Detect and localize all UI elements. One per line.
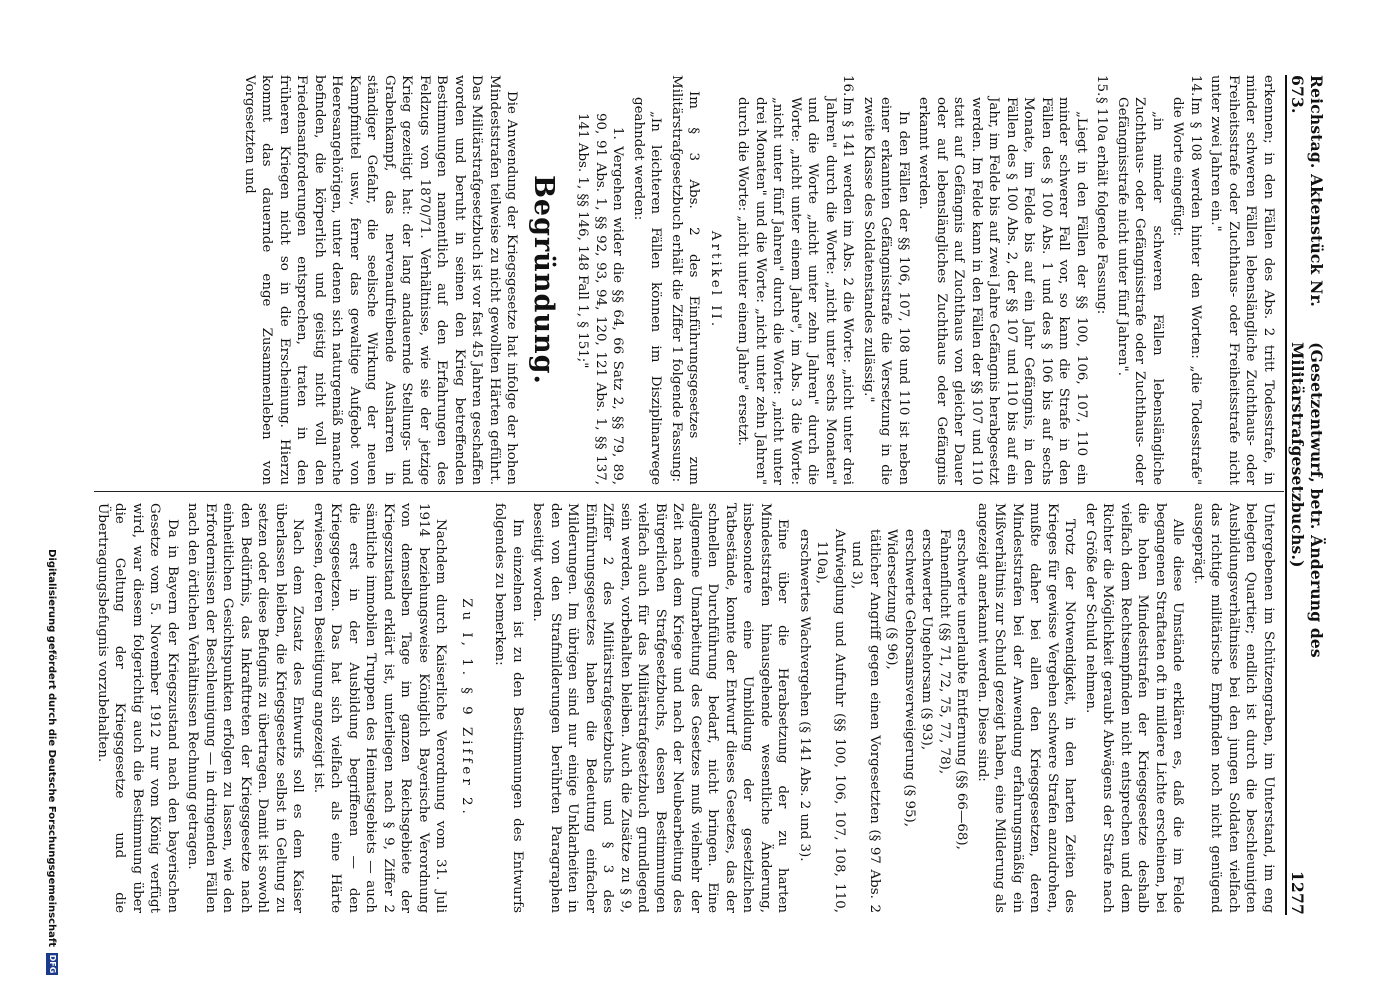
list-item: erschwerte Gehorsamsverweigerung (§ 95), <box>902 529 917 828</box>
page-number: 1277 <box>1288 871 1307 915</box>
dfg-logo-icon: DFG <box>48 954 57 974</box>
quoted-text: „Liegt in den Fällen der §§ 100, 106, 107, 110 ein minder schwerer Fall vor, so kann die Strafe in den Fällen des § 100 Abs. 1 und des § 106 bis auf sechs Monate, im Felde bis auf ein Jahr Gefängnis, in den Fällen des § 100 Abs. 2, der §§ 107 und 110 bis auf ein Jahr, im Felde bis auf zwei Jahre Gefängnis herabgesetzt werden. Im Felde kann in den Fällen der §§ 107 und 110 statt auf Gefängnis auf Zuchthaus von gleicher Dauer oder auf lebenslängliches Zuchthaus oder Gefängnis erkannt werden. <box>916 97 1089 485</box>
page-header <box>1288 75 1326 915</box>
paragraph: Eine über die Herabsetzung der zu harten Mindeststrafen hinausgehende wesentliche Änderung, insbesondere eine Umbildung der gesetzlichen Tatbestände, konnte der Entwurf dieses Gesetzes, das der schnellen Durchführung bedarf, nicht bringen. Eine allgemeine Umarbeitung des Gesetzes muß vielmehr der Zeit nach dem Kriege und nach der Neubearbeitung des Bürgerlichen Strafgesetzbuchs, dessen Bestimmungen vielfach auch für das Militärstrafgesetzbuch grundlegend sein werden, vorbehalten bleiben. Auch die Zusätze zu § 9, Ziffer 2 des Militärstrafgesetzbuchs und § 3 des Einführungsgesetzes haben die Bedeutung einfacher Milderungen. Im übrigen sind nur einige Unklarheiten in den von den Strafmilderungen berührten Paragraphen beseitigt worden. <box>530 503 791 913</box>
list-item: Widersetzung (§ 96), <box>884 529 900 670</box>
paragraph: Trotz der Notwendigkeit, in den harten Zeiten des Krieges für gewisse Vergehen schwere Strafen anzudrohen, mußte daher bei allen den Kriegsgesetzen, deren Mindeststrafen bei der Anwendung erfahrungsmäßig ein Mißverhältnis zur Schuld gezeigt haben, eine Milderung als angezeigt anerkannt werden. Diese sind: <box>975 503 1078 913</box>
paragraph: Alle diese Umstände erklären es, daß die im Felde begangenen Straftaten oft in mildere Lichte erscheinen, bei die hohen Mindeststrafen der Kriegsgesetze deshalb vielfach dem Rechtsempfinden nicht entsprechen und dem Richter die Möglichkeit geraubt Abwägens der Strafe nach der Größe der Schuld nehmen. <box>1083 503 1186 913</box>
quoted-text: 1. Vergehen wider die §§ 64, 66 Satz 2, §§ 79, 89, 90, 91 Abs. 1, §§ 92, 93, 94, 120, 121 Abs. 1, §§ 137, 141 Abs. 1, §§ 146, 148 Fall 1, § 151;" <box>575 113 626 485</box>
column-divider <box>94 491 1284 492</box>
footer-text: Digitalisierung gefördert durch die Deutsche Forschungsgemeinschaft <box>46 549 58 947</box>
item-number: 15. <box>1094 75 1110 97</box>
paragraph: erkennen; in den Fällen des Abs. 2 tritt Todesstrafe, in minder schweren Fällen lebenslängliche Zuchthaus- oder Freiheitsstrafe oder Zuchthaus- oder Freiheitsstrafe nicht unter zwei Jahren ein." <box>1208 75 1276 485</box>
paragraph: Im § 3 Abs. 2 des Einführungsgesetzes zum Militärstrafgesetzbuch erhält die Ziffer 1 folgende Fassung: <box>669 75 702 485</box>
header-left: Reichstag. Aktenstück Nr. 673. <box>1288 75 1326 307</box>
paragraph: Nach dem Zusatz des Entwurfs soll es dem Kaiser überlassen bleiben, die Kriegsgesetze selbst in Geltung zu setzen oder diese Befugnis zu übertragen. Damit ist sowohl den Bedürfnis, das Inkrafttreten der Kriegsgesetze nach einheitlichen Gesichtspunkten erfolgen zu lassen, wie den Erfordernissen der Beschleunigung — in dringenden Fällen nach den örtlichen Verhältnissen Rechnung getragen. <box>185 503 306 913</box>
item-text: § 110a erhält folgende Fassung: <box>1094 97 1110 315</box>
item-number: 14. <box>1188 75 1203 97</box>
paragraph: Die Anwendung der Kriegsgesetze hat infolge der hohen Mindeststrafen teilweise zu nicht gewollten Härten geführt. Das Militärstrafgesetzbuch ist vor fast 45 Jahren geschaffen worden und beruht in seinen den Krieg betreffenden Bestimmungen namentlich auf den Erfahrungen des Feldzugs von 1870/71. Verhältnisse, wie sie der jetzige Krieg gezeitigt hat: der lang andauernde Stellungs- und Grabenkampf, das nervenaufreibende Ausharren in ständiger Gefahr, die seelische Wirkung der neuen Kampfmittel usw., ferner das gewaltige Aufgebot von Heeresangehörigen, unter denen sich naturgemäß manche befinden, die körperlich und geistig nicht voll den Friedensanforderungen entsprechen, traten in den früheren Kriegen nicht so in die Erscheinung. Hierzu kommt das dauernde enge Zusammenleben von Vorgesetzten und <box>242 75 520 485</box>
list-item-16 <box>734 75 857 485</box>
list-item: erschwerter Ungehorsam (§ 93), <box>919 529 935 751</box>
paragraph: Nachdem durch Kaiserliche Verordnung vom 31. Juli 1914 beziehungsweise Königlich Bayerische Verordnung von demselben Tage im ganzen Reichsgebiete der Kriegszustand erklärt ist, unterliegen nach § 9, Ziffer 2 sämtliche immobilen Truppen des Heimatsgebiets — auch die erst in der Ausbildung begriffenen — den Kriegsgesetzen. Das hat sich vielfach als eine Härte erwiesen, deren Beseitigung angezeigt ist. <box>311 503 449 913</box>
digitization-footer <box>46 25 58 975</box>
item-number: 16. <box>840 75 856 97</box>
list-item-14 <box>1169 75 1204 485</box>
list-item: erschwerte unerlaubte Entfernung (§§ 66—68), <box>954 529 970 850</box>
quoted-text: „in minder schweren Fällen lebenslängliche Zuchthaus- oder Gefängnisstrafe oder Zuchthaus- oder Gefängnisstrafe nicht unter fünf Jahren". <box>1115 97 1165 485</box>
paragraph: Im einzelnen ist zu den Bestimmungen des Entwurfs folgendes zu bemerken: <box>492 503 525 913</box>
list-item: Aufwieglung und Aufruhr (§§ 100, 106, 107, 108, 110, 110a), <box>814 529 847 913</box>
paragraph: Da in Bayern der Kriegszustand nach den bayerischen Gesetze vom 5. November 1912 nur vom König verfügt wird, war diesem folgerichtig auch die Bestimmung über die Geltung der Kriegsgesetze und die Übertragungsbefugnis vorzubehalten. <box>95 503 180 913</box>
offence-list <box>796 529 971 913</box>
list-item: Fahnenflucht (§§ 71, 72, 75, 77, 78), <box>937 529 952 775</box>
header-rule <box>1285 75 1287 915</box>
subsection-heading: Zu I, 1. § 9 Ziffer 2. <box>459 598 474 818</box>
quoted-text: „In leichteren Fällen können im Disziplinarwege geahndet werden: <box>631 97 664 485</box>
section-title: Begründung. <box>528 175 559 385</box>
paragraph: Untergebenen im Schützengraben, im Unterstand, im eng belegten Quartier; endlich ist durch die beschleunigten Ausbildungsverhältnisse bei den jungen Soldaten vielfach das richtige militärische Empfinden noch nicht genügend ausgeprägt. <box>1191 503 1276 913</box>
header-center: (Gesetzentwurf, betr. Änderung des Militärstrafgesetzbuchs.) <box>1288 342 1326 658</box>
list-item: tätlicher Angriff gegen einen Vorgesetzten (§ 97 Abs. 2 und 3), <box>849 529 882 913</box>
left-column <box>238 75 1278 485</box>
article-heading: Artikel II. <box>708 230 723 330</box>
item-text: Im § 108 werden hinter den Worten: „die Todesstrafe" die Worte eingefügt: <box>1170 97 1203 485</box>
right-column <box>91 503 1278 913</box>
list-item-15 <box>1093 75 1111 485</box>
list-item: erschwertes Wachvergehen (§ 141 Abs. 2 und 3). <box>797 529 812 862</box>
item-text: Im § 141 werden im Abs. 2 die Worte: „nicht unter drei Jahren" durch die Worte: „nicht unter sechs Monaten" und die Worte „nicht unter zehn Jahren" durch die Worte: „nicht unter einem Jahre", im Abs. 3 die Worte: „nicht unter fünf Jahren" durch die Worte: „nicht unter drei Monaten" und die Worte: „nicht unter zehn Jahren" durch die Worte: „nicht unter einem Jahre" ersetzt. <box>735 97 856 485</box>
quoted-text: In den Fällen der §§ 106, 107, 108 und 110 ist neben einer erkannten Gefängnisstrafe die Versetzung in die zweite Klasse des Soldatenstandes zulässig." <box>861 97 911 485</box>
